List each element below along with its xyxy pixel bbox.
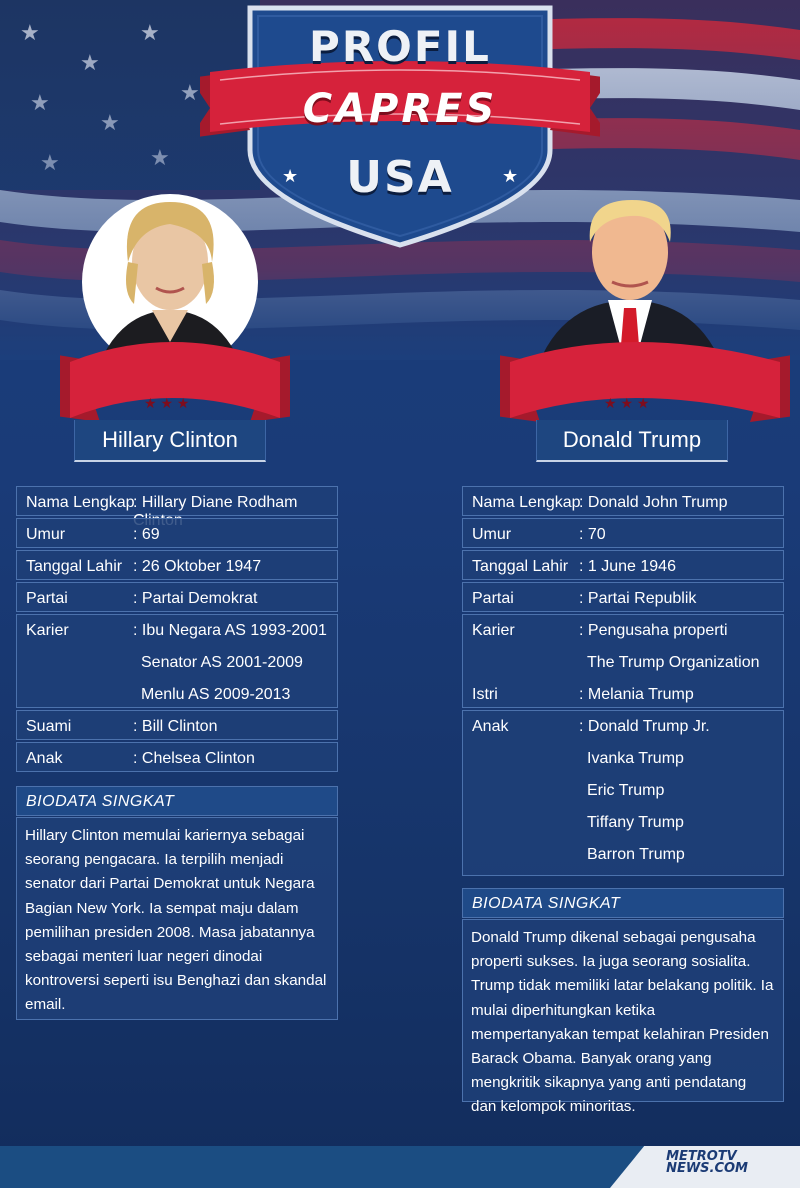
title-profil: PROFIL (309, 22, 491, 71)
info-value: Ivanka Trump (587, 750, 684, 767)
title-usa: USA (346, 152, 454, 203)
info-value: : Pengusaha properti (579, 622, 728, 639)
logo-line2: NEWS.COM (666, 1161, 748, 1176)
info-value: : 69 (133, 526, 160, 543)
bio-heading (16, 786, 338, 816)
info-label: Partai (472, 590, 514, 607)
info-row (16, 486, 338, 516)
info-label: Umur (26, 526, 66, 543)
portrait-hillary (60, 192, 290, 447)
logo-line1: METROTV (666, 1149, 737, 1164)
svg-text:★ ★ ★: ★ ★ ★ (144, 395, 190, 411)
info-row (462, 550, 784, 580)
info-row (462, 486, 784, 516)
info-row (16, 550, 338, 580)
star-icon: ★ (502, 166, 519, 186)
info-label: Nama Lengkap (472, 494, 581, 511)
info-row (16, 742, 338, 772)
info-label: Partai (26, 590, 68, 607)
info-value: : Donald Trump Jr. (579, 718, 710, 735)
info-label: Nama Lengkap (26, 494, 135, 511)
info-row (16, 518, 338, 548)
info-label: Karier (472, 622, 515, 639)
info-label: Tanggal Lahir (472, 558, 569, 575)
info-label: Anak (26, 750, 63, 767)
info-label: Istri (472, 686, 498, 703)
info-value: : Bill Clinton (133, 718, 218, 735)
info-row (462, 614, 784, 708)
portrait-trump (500, 192, 790, 447)
info-row (16, 614, 338, 708)
info-value: Eric Trump (587, 782, 665, 799)
info-label: Tanggal Lahir (26, 558, 123, 575)
info-row (462, 582, 784, 612)
info-label: Karier (26, 622, 69, 639)
info-value: Barron Trump (587, 846, 685, 863)
info-value: The Trump Organization (587, 654, 760, 671)
bio-text: Donald Trump dikenal sebagai pengusaha properti sukses. Ia juga seorang sosialita. Trump tidak memiliki latar belakang politik. Ia mulai diperhitungkan ketika mempertanyakan tempat kelahiran Presiden Barack Obama. Banyak orang yang mengkritik sikapnya yang anti pendatang dan kelompok minoritas. (462, 919, 784, 1102)
info-value: : Hillary Diane Rodham (133, 494, 298, 511)
info-label: Umur (472, 526, 512, 543)
info-value: : Ibu Negara AS 1993-2001 (133, 622, 327, 639)
info-value: : Partai Demokrat (133, 590, 258, 607)
info-label: Anak (472, 718, 509, 735)
info-value: : 26 Oktober 1947 (133, 558, 262, 575)
info-row (462, 710, 784, 876)
info-value: Tiffany Trump (587, 814, 684, 831)
bio-heading-text: BIODATA SINGKAT (472, 895, 621, 912)
info-value: Menlu AS 2009-2013 (141, 686, 291, 703)
star-icon: ★ (282, 166, 299, 186)
info-value: Senator AS 2001-2009 (141, 654, 303, 671)
info-value: : Chelsea Clinton (133, 750, 255, 767)
bio-heading-text: BIODATA SINGKAT (26, 793, 175, 810)
info-row (16, 710, 338, 740)
metrotv-logo (666, 1151, 748, 1175)
bio-heading (462, 888, 784, 918)
candidate-name-hillary: Hillary Clinton (74, 420, 266, 462)
info-value: : Melania Trump (579, 686, 694, 703)
info-value: : Partai Republik (579, 590, 697, 607)
candidate-name-trump: Donald Trump (536, 420, 728, 462)
svg-text:★ ★ ★: ★ ★ ★ (604, 395, 650, 411)
title-capres: CAPRES (302, 86, 498, 132)
info-row (462, 518, 784, 548)
bio-text: Hillary Clinton memulai kariernya sebagai seorang pengacara. Ia terpilih menjadi senator dari Partai Demokrat untuk Negara Bagian New York. Ia sempat maju dalam pemilihan presiden 2008. Masa jabatannya sebagai menteri luar negeri dinodai kontroversi seperti isu Benghazi dan skandal email. (16, 817, 338, 1020)
info-label: Suami (26, 718, 72, 735)
info-value: : 70 (579, 526, 606, 543)
info-value: : Donald John Trump (579, 494, 728, 511)
info-row (16, 582, 338, 612)
info-value: : 1 June 1946 (579, 558, 676, 575)
